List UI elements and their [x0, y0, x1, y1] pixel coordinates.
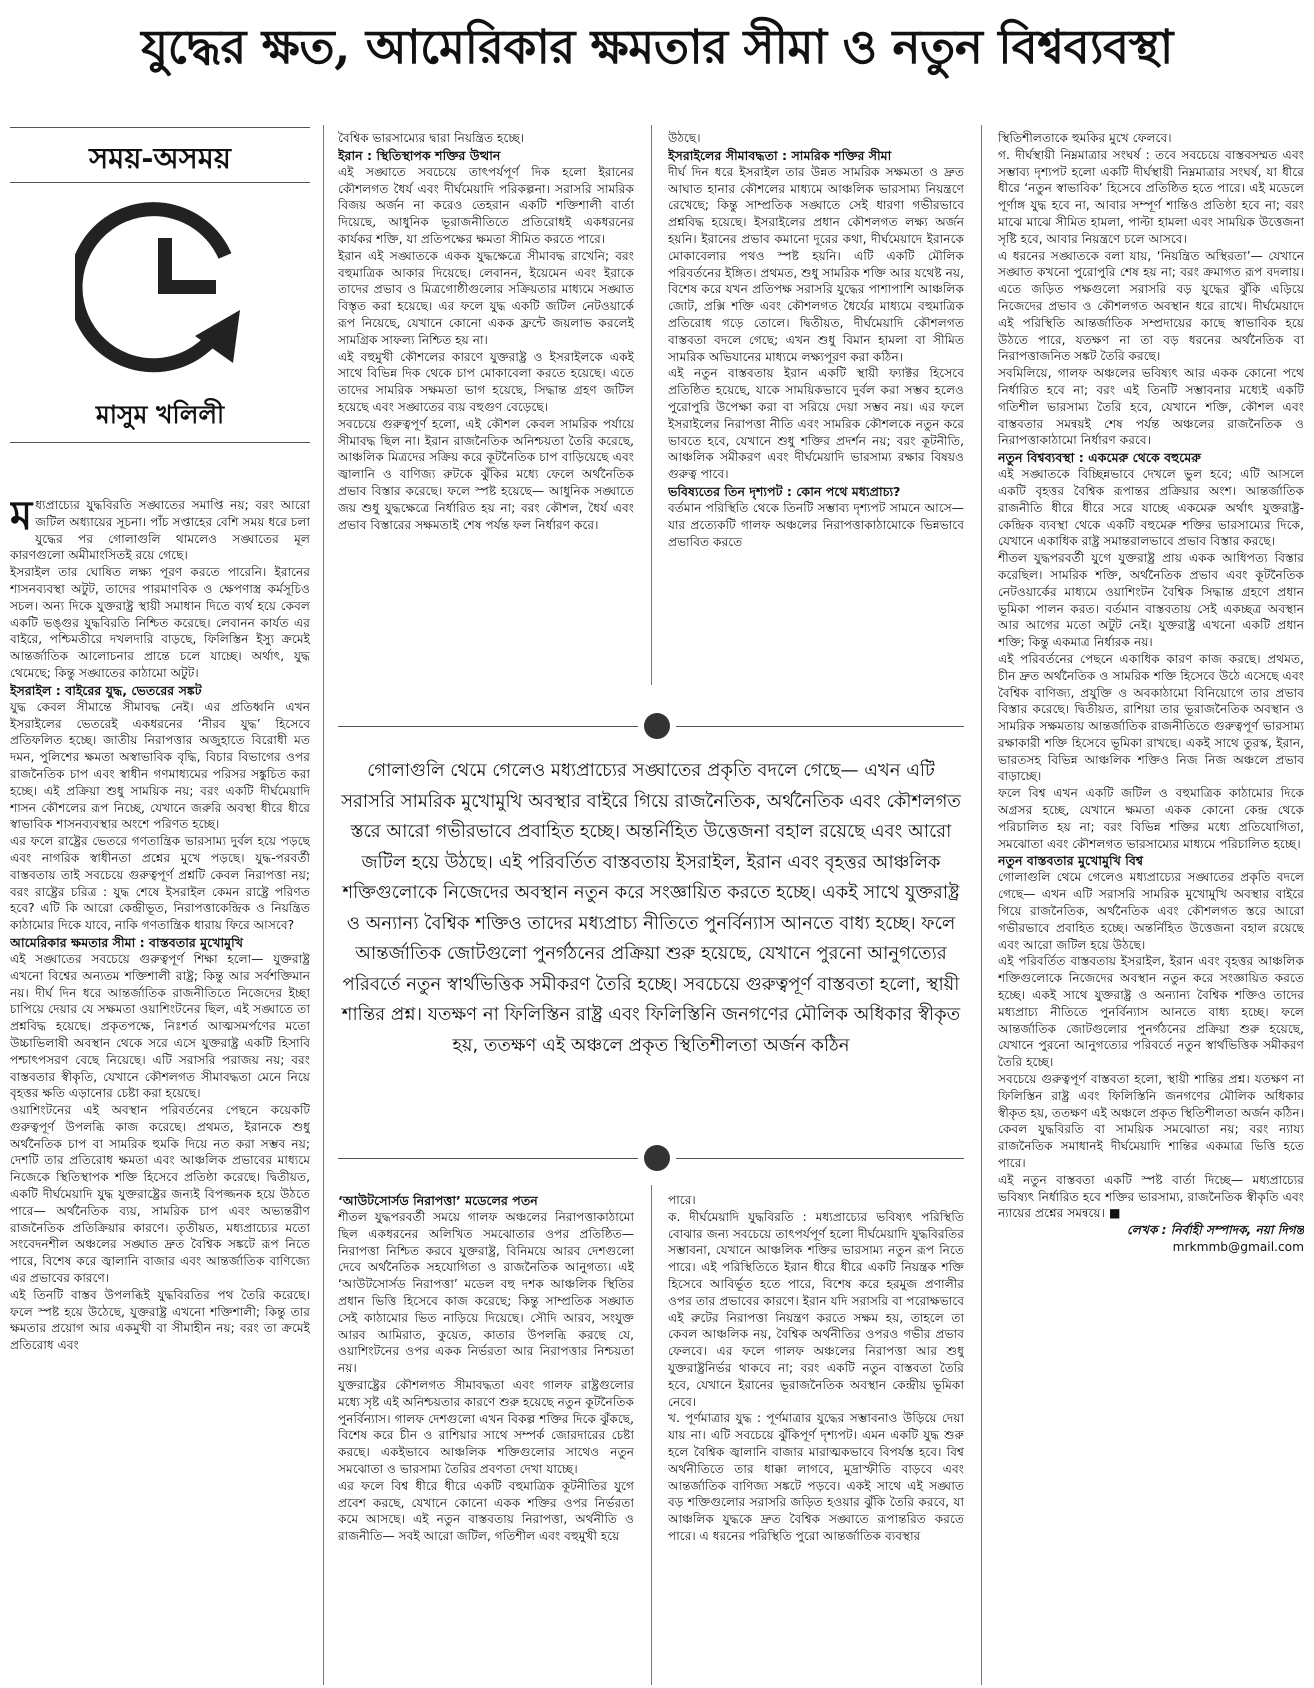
subheading-israel-limits: ইসরাইলের সীমাবদ্ধতা : সামরিক শক্তির সীমা — [668, 147, 892, 163]
paragraph: এই পরিবর্তনের পেছনে একাধিক কারণ কাজ করছে। প্রথমত, চীন দ্রুত অর্থনৈতিক ও সামরিক শক্তি হিসেবে উঠে এসেছে এবং বৈশ্বিক বাণিজ্য, প্রযুক্তি ও অবকাঠামো বিনিয়োগে তার প্রভাব বিস্তার করেছে। দ্বিতীয়ত, রাশিয়া তার ভূরাজনৈতিক অবস্থান ও সামরিক সক্ষমতায় আন্তর্জাতিক রাজনীতিতে গুরুত্বপূর্ণ ভারসাম্য রক্ষাকারী শক্তি হিসেবে ভূমিকা রাখছে। একই সাথে তুরস্ক, ইরান, ভারতসহ বিভিন্ন আঞ্চলিক শক্তিও নিজ নিজ অঞ্চলে প্রভাব বাড়াচ্ছে। — [998, 651, 1304, 784]
paragraph: শীতল যুদ্ধপরবর্তী যুগে যুক্তরাষ্ট্র প্রায় একক আধিপত্য বিস্তার করেছিল। সামরিক শক্তি, অর্থনৈতিক প্রভাব এবং কূটনৈতিক নেটওয়ার্কের মাধ্যমে ওয়াশিংটন বৈশ্বিক সিদ্ধান্ত গ্রহণে প্রধান ভূমিকা পালন করত। বর্তমান বাস্তবতায় সেই একচ্ছত্র অবস্থান আর আগের মতো অটুট নেই। যুক্তরাষ্ট্র এখনো একটি প্রধান শক্তি; কিন্তু একমাত্র নির্ধারক নয়। — [998, 551, 1304, 650]
paragraph: পারে। — [668, 1193, 696, 1207]
pullquote-rule-top-left — [338, 726, 638, 727]
column-title: সময়-অসময় — [89, 141, 231, 175]
article-column-4 — [998, 130, 1304, 1685]
header-rule-left — [10, 127, 310, 128]
paragraph: গোলাগুলি থেমে গেলেও মধ্যপ্রাচ্যের সঙ্ঘাতের প্রকৃতি বদলে গেছে— এখন এটি সরাসরি সামরিক মুখোমুখি অবস্থার বাইরে গিয়ে রাজনৈতিক, অর্থনৈতিক এবং কৌশলগত স্তরে আরো গভীরভাবে প্রবাহিত হচ্ছে। অন্তর্নিহিত উত্তেজনা বহাল রয়েছে এবং আরো জটিল হয়ে উঠছে। — [998, 870, 1304, 952]
paragraph: উঠছে। — [668, 131, 701, 145]
article-column-1 — [10, 497, 310, 1685]
author-name: মাসুম খলিলী — [95, 400, 225, 429]
paragraph: এই পরিবর্তিত বাস্তবতায় ইসরাইল, ইরান এবং বৃহত্তর আঞ্চলিক শক্তিগুলোকে নিজেদের অবস্থান নতুন করে সংজ্ঞায়িত করতে হচ্ছে। একই সাথে যুক্তরাষ্ট্র ও অন্যান্য বৈশ্বিক শক্তিও তাদের মধ্যপ্রাচ্য নীতিতে পুনর্বিন্যাস আনতে বাধ্য হচ্ছে। ফলে আন্তর্জাতিক জোটগুলোর পুনর্গঠনের প্রক্রিয়া শুরু হয়েছে, যেখানে পুরনো আনুগত্যের পরিবর্তে নতুন স্বার্থভিত্তিক সমীকরণ তৈরি হচ্ছে। — [998, 954, 1304, 1070]
subheading-new-world-order: নতুন বিশ্বব্যবস্থা : একমেরু থেকে বহুমেরু — [998, 450, 1201, 466]
author-rule — [10, 442, 310, 443]
column-rule-4 — [651, 1185, 652, 1685]
column-rule-2 — [651, 125, 652, 685]
paragraph: এর ফলে রাষ্ট্রের ভেতরে গণতান্ত্রিক ভারসাম্য দুর্বল হয়ে পড়ছে এবং নাগরিক স্বাধীনতা প্রশ্নের মুখে পড়ছে। যুদ্ধ-পরবর্তী বাস্তবতায় তাই সবচেয়ে গুরুত্বপূর্ণ প্রশ্নটি কেবল নিরাপত্তা নয়; বরং রাষ্ট্রের চরিত্র : যুদ্ধ শেষে ইসরাইল কেমন রাষ্ট্রে পরিণত হবে? এটি কি আরো কেন্দ্রীভূত, নিরাপত্তাকেন্দ্রিক ও নিয়ন্ত্রিত কাঠামোর দিকে যাবে, নাকি গণতান্ত্রিক ধারায় ফিরে আসবে? — [10, 834, 310, 933]
pullquote-top-dot — [644, 713, 670, 739]
paragraph: দীর্ঘ দিন ধরে ইসরাইল তার উন্নত সামরিক সক্ষমতা ও দ্রুত আঘাত হানার কৌশলের মাধ্যমে আঞ্চলিক ভারসাম্য নিয়ন্ত্রণে রেখেছে; কিন্তু সাম্প্রতিক সঙ্ঘাতে সেই ধারণা গভীরভাবে প্রশ্নবিদ্ধ হয়েছে। ইসরাইলের প্রধান কৌশলগত লক্ষ্য অর্জন হয়নি। ইরানের প্রভাব কমানো দূরের কথা, দীর্ঘমেয়াদে ইরানকে মোকাবেলার পথও স্পষ্ট হয়নি। এটি একটি মৌলিক পরিবর্তনের ইঙ্গিত। প্রথমত, শুধু সামরিক শক্তি আর যথেষ্ট নয়, বিশেষ করে যখন প্রতিপক্ষ সরাসরি যুদ্ধের পাশাপাশি আঞ্চলিক জোট, প্রক্সি শক্তি এবং কৌশলগত ধৈর্যের মাধ্যমে বহুমাত্রিক প্রতিরোধ গড়ে তোলে। দ্বিতীয়ত, দীর্ঘমেয়াদি কৌশলগত বাস্তবতা বদলে গেছে; এখন শুধু বিমান হামলা বা সীমিত সামরিক অভিযানের মাধ্যমে লক্ষ্যপূরণ করা কঠিন। — [668, 164, 964, 364]
article-column-3-bottom — [668, 1192, 964, 1685]
paragraph: সবচেয়ে গুরুত্বপূর্ণ বাস্তবতা হলো, স্থায়ী শান্তির প্রশ্ন। যতক্ষণ না ফিলিস্তিন রাষ্ট্র এবং ফিলিস্তিনি জনগণের মৌলিক অধিকার স্বীকৃত হয়, ততক্ষণ এই অঞ্চলে প্রকৃত স্থিতিশীলতা অর্জন কঠিন। কেবল যুদ্ধবিরতি বা সাময়িক সমঝোতা নয়; বরং ন্যায্য রাজনৈতিক সমাধানই দীর্ঘমেয়াদি শান্তির একমাত্র ভিত্তি হতে পারে। — [998, 1072, 1304, 1171]
headline: যুদ্ধের ক্ষত, আমেরিকার ক্ষমতার সীমা ও নতুন বিশ্বব্যবস্থা — [141, 20, 1173, 75]
subheading-iran-resilience: ইরান : স্থিতিস্থাপক শক্তির উত্থান — [338, 147, 501, 163]
lead-paragraph — [10, 497, 310, 564]
drop-cap: ম — [10, 497, 33, 539]
pullquote-rule-bottom-right — [676, 1158, 964, 1159]
column-rule-1 — [323, 125, 324, 1685]
column-rule-3 — [981, 125, 982, 1685]
paragraph: যুদ্ধ কেবল সীমান্তে সীমাবদ্ধ নেই। এর প্রতিধ্বনি এখন ইসরাইলের ভেতরেই একধরনের ‘নীরব যুদ্ধ’ হিসেবে প্রতিফলিত হচ্ছে। জাতীয় নিরাপত্তার অজুহাতে বিরোধী মত দমন, পুলিশের ক্ষমতা অস্বাভাবিক বৃদ্ধি, বিচার বিভাগের ওপর রাজনৈতিক চাপ এবং স্বাধীন গণমাধ্যমের পরিসর সঙ্কুচিত করা হচ্ছে। এই প্রক্রিয়া শুধু সাময়িক নয়; বরং একটি দীর্ঘমেয়াদি শাসন কৌশলের রূপ নিচ্ছে, যেখানে জরুরি অবস্থা ধীরে ধীরে স্বাভাবিক শাসনব্যবস্থার অংশে পরিণত হচ্ছে। — [10, 699, 310, 832]
pullquote-rule-bottom-left — [338, 1158, 638, 1159]
pullquote-rule-top-right — [676, 726, 964, 727]
article-column-2 — [338, 130, 634, 686]
subheading-three-scenarios: ভবিষ্যতের তিন দৃশ্যপট : কোন পথে মধ্যপ্রাচ্য? — [668, 483, 901, 499]
paragraph: বৈশ্বিক ভারসাম্যের দ্বারা নিয়ন্ত্রিত হচ্ছে। — [338, 131, 525, 145]
paragraph: স্থিতিশীলতাকে হুমকির মুখে ফেলবে। — [998, 131, 1172, 145]
lead-text: ধ্যপ্রাচ্যের যুদ্ধবিরতি সঙ্ঘাতের সমাপ্তি নয়; বরং আরো জটিল অধ্যায়ের সূচনা। পাঁচ সপ্তাহের বেশি সময় ধরে চলা যুদ্ধের পর গোলাগুলি থামলেও সঙ্ঘাতের মূল কারণগুলো অমীমাংসিতই রয়ে গেছে। — [10, 498, 310, 563]
author-email: mrkmmb@gmail.com — [1172, 1240, 1304, 1254]
paragraph: এর ফলে বিশ্ব ধীরে ধীরে একটি বহুমাত্রিক কূটনীতির যুগে প্রবেশ করছে, যেখানে কোনো একক শক্তির ওপর নির্ভরতা কমে আসছে। এই নতুন বাস্তবতায় নিরাপত্তা, অর্থনীতি ও রাজনীতি— সবই আরো জটিল, গতিশীল এবং বহুমুখী হয়ে — [338, 1478, 634, 1544]
paragraph: এই বহুমুখী কৌশলের কারণে যুক্তরাষ্ট্র ও ইসরাইলকে একই সাথে বিভিন্ন দিক থেকে চাপ মোকাবেলা করতে হয়েছে। এতে তাদের সামরিক সক্ষমতা ভাগ হয়েছে, সিদ্ধান্ত গ্রহণ জটিল হয়েছে এবং সঙ্ঘাতের ব্যয় বহুগুণ বেড়েছে। — [338, 349, 634, 414]
subheading-new-reality: নতুন বাস্তবতার মুখোমুখি বিশ্ব — [998, 853, 1144, 869]
paragraph: এ ধরনের সঙ্ঘাতকে বলা যায়, ‘নিয়ন্ত্রিত অস্থিরতা’— যেখানে সঙ্ঘাত কখনো পুরোপুরি শেষ হয় না; বরং ক্রমাগত রূপ বদলায়। এতে জড়িত পক্ষগুলো সরাসরি বড় যুদ্ধের ঝুঁকি এড়িয়ে নিজেদের প্রভাব ও কৌশলগত অবস্থান ধরে রাখে। দীর্ঘমেয়াদে এই পরিস্থিতি আন্তর্জাতিক সম্প্রদায়ের কাছে স্বাভাবিক হয়ে উঠতে পারে, যতক্ষণ না তা বড় ধরনের অর্থনৈতিক বা নিরাপত্তাজনিত সঙ্কট তৈরি করছে। — [998, 248, 1304, 364]
paragraph: বর্তমান পরিস্থিতি থেকে তিনটি সম্ভাব্য দৃশ্যপট সামনে আসে— যার প্রত্যেকটি গালফ অঞ্চলের নিরাপত্তাকাঠামোকে ভিন্নভাবে প্রভাবিত করতে — [668, 500, 964, 549]
paragraph: সবমিলিয়ে, গালফ অঞ্চলের ভবিষ্যৎ আর একক কোনো পথে নির্ধারিত হবে না; বরং এই তিনটি সম্ভাবনার মধ্যেই একটি গতিশীল ভারসাম্য তৈরি হবে, যেখানে শক্তি, কৌশল এবং বাস্তবতার সমন্বয়ই শেষ পর্যন্ত অঞ্চলের রাজনৈতিক ও নিরাপত্তাকাঠামো নির্ধারণ করবে। — [998, 366, 1304, 448]
subheading-outsourced-security: ‘আউটসোর্সড নিরাপত্তা’ মডেলের পতন — [338, 1193, 538, 1208]
paragraph: ইসরাইল তার ঘোষিত লক্ষ্য পূরণ করতে পারেনি। ইরানের শাসনব্যবস্থা অটুট, তাদের পারমাণবিক ও ক্ষেপণাস্ত্র কর্মসূচিও সচল। অন্য দিকে যুক্তরাষ্ট্র স্থায়ী সমাধান দিতে ব্যর্থ হয়ে কেবল একটি ভঙ্গুর যুদ্ধবিরতি নিশ্চিত করেছে। লেবানন কার্যত এর বাইরে, পশ্চিমতীরে দখলদারি বাড়ছে, ফিলিস্তিন ইস্যু ক্রমেই আন্তর্জাতিক আলোচনার প্রান্তে চলে যাচ্ছে। অর্থাৎ, যুদ্ধ থেমেছে; কিন্তু সঙ্ঘাতের কাঠামো অটুট। — [10, 565, 310, 680]
article-column-2-bottom — [338, 1192, 634, 1685]
paragraph: ওয়াশিংটনের এই অবস্থান পরিবর্তনের পেছনে কয়েকটি গুরুত্বপূর্ণ উপলব্ধি কাজ করেছে। প্রথমত, ইরানকে শুধু অর্থনৈতিক চাপ বা সামরিক হুমকি দিয়ে নত করা সম্ভব নয়; দেশটি তার প্রতিরোধ ক্ষমতা এবং আঞ্চলিক প্রভাবের মাধ্যমে নিজেকে স্থিতিস্থাপক শক্তি হিসেবে প্রতিষ্ঠা করেছে। দ্বিতীয়ত, একটি দীর্ঘমেয়াদি যুদ্ধ যুক্তরাষ্ট্রের জন্যই বিপজ্জনক হয়ে উঠতে পারে— অর্থনৈতিক ব্যয়, সামরিক চাপ এবং অভ্যন্তরীণ রাজনৈতিক প্রতিক্রিয়ার কারণে। তৃতীয়ত, মধ্যপ্রাচ্যের মতো সংবেদনশীল অঞ্চলের সঙ্ঘাত দ্রুত বৈশ্বিক সঙ্কটে রূপ নিতে পারে, বিশেষ করে জ্বালানি বাজার এবং আন্তর্জাতিক বাণিজ্যে এর প্রভাবের কারণে। — [10, 1103, 310, 1286]
subheading-us-power-limits: আমেরিকার ক্ষমতার সীমা : বাস্তবতার মুখোমুখি — [10, 934, 244, 950]
column-title-rule — [10, 182, 310, 183]
clock-icon — [75, 198, 255, 378]
paragraph: ক. দীর্ঘমেয়াদি যুদ্ধবিরতি : মধ্যপ্রাচ্যের ভবিষ্যৎ পরিস্থিতি বোঝার জন্য সবচেয়ে তাৎপর্যপূর্ণ হলো দীর্ঘমেয়াদি যুদ্ধবিরতির সম্ভাবনা, যেখানে আঞ্চলিক শক্তির ভারসাম্য নতুন রূপ নিতে পারে। এই পরিস্থিতিতে ইরান ধীরে ধীরে একটি নিয়ন্ত্রক শক্তি হিসেবে আবির্ভূত হতে পারে, বিশেষ করে হরমুজ প্রণালীর ওপর তার প্রভাবের কারণে। ইরান যদি সরাসরি বা পরোক্ষভাবে এই রুটের নিরাপত্তা নিয়ন্ত্রণ করতে সক্ষম হয়, তাহলে তা কেবল আঞ্চলিক নয়, বৈশ্বিক অর্থনীতির ওপরও গভীর প্রভাব ফেলবে। এর ফলে গালফ অঞ্চলের নিরাপত্তা আর শুধু যুক্তরাষ্ট্রনির্ভর থাকবে না; বরং একটি নতুন বাস্তবতা তৈরি হবে, যেখানে ইরানের ভূরাজনৈতিক অবস্থান কেন্দ্রীয় ভূমিকা নেবে। — [668, 1209, 964, 1409]
paragraph: ইরান এই সঙ্ঘাতকে একক যুদ্ধক্ষেত্রে সীমাবদ্ধ রাখেনি; বরং বহুমাত্রিক আকার দিয়েছে। লেবানন, ইয়েমেন এবং ইরাকে তাদের প্রভাব ও মিত্রগোষ্ঠীগুলোর সক্রিয়তার মাধ্যমে সঙ্ঘাত বিস্তৃত করা হয়েছে। এর ফলে যুদ্ধ একটি জটিল নেটওয়ার্কে রূপ নিয়েছে, যেখানে কোনো একক ফ্রন্টে জয়লাভ করলেই সামগ্রিক সাফল্য নিশ্চিত হয় না। — [338, 248, 634, 347]
paragraph: খ. পূর্ণমাত্রার যুদ্ধ : পূর্ণমাত্রার যুদ্ধের সম্ভাবনাও উড়িয়ে দেয়া যায় না। এটি সবচেয়ে ঝুঁকিপূর্ণ দৃশ্যপট। এমন একটি যুদ্ধ শুরু হলে বৈশ্বিক জ্বালানি বাজার মারাত্মকভাবে বিপর্যস্ত হবে। বিশ্ব অর্থনীতিতে তার ধাক্কা লাগবে, মুদ্রাস্ফীতি বাড়বে এবং আন্তর্জাতিক বাণিজ্য সঙ্কটে পড়বে। একই সাথে এই সঙ্ঘাত বড় শক্তিগুলোর সরাসরি জড়িত হওয়ার ঝুঁকি তৈরি করবে, যা আঞ্চলিক যুদ্ধকে দ্রুত বৈশ্বিক সঙ্ঘাতে রূপান্তরিত করতে পারে। এ ধরনের পরিস্থিতি পুরো আন্তর্জাতিক ব্যবস্থার — [668, 1411, 964, 1543]
paragraph: শীতল যুদ্ধপরবর্তী সময়ে গালফ অঞ্চলের নিরাপত্তাকাঠামো ছিল একধরনের অলিখিত সমঝোতার ওপর প্রতিষ্ঠিত— নিরাপত্তা নিশ্চিত করবে যুক্তরাষ্ট্র, বিনিময়ে আরব দেশগুলো দেবে অর্থনৈতিক সহযোগিতা ও রাজনৈতিক আনুগত্য। এই ‘আউটসোর্সড নিরাপত্তা’ মডেল বহু দশক আঞ্চলিক স্থিতির প্রধান ভিত্তি হিসেবে কাজ করেছে; কিন্তু সাম্প্রতিক সঙ্ঘাত সেই কাঠামোর ভিত নাড়িয়ে দিয়েছে। সৌদি আরব, সংযুক্ত আরব আমিরাত, কুয়েত, কাতার উপলব্ধি করছে যে, ওয়াশিংটনের ওপর একক নির্ভরতা আর নিরাপত্তার নিশ্চয়তা নয়। — [338, 1210, 634, 1376]
author-signoff: লেখক : নির্বাহী সম্পাদক, নয়া দিগন্ত — [1126, 1223, 1304, 1238]
paragraph: ফলে বিশ্ব এখন একটি জটিল ও বহুমাত্রিক কাঠামোর দিকে অগ্রসর হচ্ছে, যেখানে ক্ষমতা একক কোনো কেন্দ্র থেকে পরিচালিত হয় না; বরং বিভিন্ন শক্তির মধ্যে প্রতিযোগিতা, সমঝোতা এবং কৌশলগত ভারসাম্যের মাধ্যমে পরিচালিত হচ্ছে। — [998, 786, 1304, 851]
paragraph: সবচেয়ে গুরুত্বপূর্ণ হলো, এই কৌশল কেবল সামরিক পর্যায়ে সীমাবদ্ধ ছিল না। ইরান রাজনৈতিক অনিশ্চয়তা তৈরি করেছে, আঞ্চলিক মিত্রদের সক্রিয় করে কূটনৈতিক চাপ বাড়িয়েছে এবং জ্বালানি ও বাণিজ্য রুটকে ঝুঁকির মধ্যে ফেলে অর্থনৈতিক প্রভাব বিস্তার করেছে। ফলে স্পষ্ট হয়েছে— আধুনিক সঙ্ঘাতে জয় শুধু যুদ্ধক্ষেত্রে নির্ধারিত হয় না; বরং কৌশল, ধৈর্য এবং প্রভাব বিস্তারের সক্ষমতাই শেষ পর্যন্ত ফল নির্ধারণ করে। — [338, 416, 634, 532]
paragraph: যুক্তরাষ্ট্রের কৌশলগত সীমাবদ্ধতা এবং গালফ রাষ্ট্রগুলোর মধ্যে সৃষ্ট এই অনিশ্চয়তার কারণে শুরু হয়েছে নতুন কূটনৈতিক পুনর্বিন্যাস। গালফ দেশগুলো এখন বিকল্প শক্তির দিকে ঝুঁকছে, বিশেষ করে চীন ও রাশিয়ার সাথে সম্পর্ক জোরদারের চেষ্টা করছে। একইভাবে আঞ্চলিক শক্তিগুলোর সাথেও নতুন সমঝোতা ও ভারসাম্য তৈরির প্রবণতা দেখা যাচ্ছে। — [338, 1377, 634, 1476]
paragraph: এই সঙ্ঘাতকে বিচ্ছিন্নভাবে দেখলে ভুল হবে; এটি আসলে একটি বৃহত্তর বৈশ্বিক রূপান্তর প্রক্রিয়ার অংশ। আন্তর্জাতিক রাজনীতি ধীরে ধীরে সরে যাচ্ছে একমেরু অর্থাৎ যুক্তরাষ্ট্র-কেন্দ্রিক ব্যবস্থা থেকে একটি বহুমেরু শক্তির ভারসাম্যের দিকে, যেখানে একাধিক রাষ্ট্র সমান্তরালভাবে প্রভাব বিস্তার করছে। — [998, 467, 1304, 549]
subheading-israel-crisis: ইসরাইল : বাইরের যুদ্ধ, ভেতরের সঙ্কট — [10, 682, 202, 698]
paragraph: এই তিনটি বাস্তব উপলব্ধিই যুদ্ধবিরতির পথ তৈরি করেছে। ফলে স্পষ্ট হয়ে উঠেছে, যুক্তরাষ্ট্র এখনো শক্তিশালী; কিন্তু তার ক্ষমতার প্রয়োগ আর একমুখী বা সীমাহীন নয়; বরং তা ক্রমেই প্রতিরোধ এবং — [10, 1287, 310, 1353]
paragraph: এই নতুন বাস্তবতায় ইরান একটি স্থায়ী ফ্যাক্টর হিসেবে প্রতিষ্ঠিত হয়েছে, যাকে সাময়িকভাবে দুর্বল করা সম্ভব হলেও পুরোপুরি উপেক্ষা করা বা সরিয়ে দেয়া সম্ভব নয়। এর ফলে ইসরাইলের নিরাপত্তা নীতি এবং সামরিক কৌশলকে নতুন করে ভাবতে হবে, যেখানে শুধু শক্তির প্রদর্শন নয়; বরং কূটনীতি, আঞ্চলিক সমীকরণ এবং দীর্ঘমেয়াদি ভারসাম্য রক্ষার বিষয়ও গুরুত্ব পাবে। — [668, 366, 964, 482]
article-column-3 — [668, 130, 964, 686]
pull-quote: গোলাগুলি থেমে গেলেও মধ্যপ্রাচ্যের সঙ্ঘাতের প্রকৃতি বদলে গেছে— এখন এটি সরাসরি সামরিক মুখোমুখি অবস্থার বাইরে গিয়ে রাজনৈতিক, অর্থনৈতিক এবং কৌশলগত স্তরে আরো গভীরভাবে প্রবাহিত হচ্ছে। অন্তর্নিহিত উত্তেজনা বহাল রয়েছে এবং আরো জটিল হয়ে উঠছে। এই পরিবর্তিত বাস্তবতায় ইসরাইল, ইরান এবং বৃহত্তর আঞ্চলিক শক্তিগুলোকে নিজেদের অবস্থান নতুন করে সংজ্ঞায়িত করতে হচ্ছে। একই সাথে যুক্তরাষ্ট্র ও অন্যান্য বৈশ্বিক শক্তিও তাদের মধ্যপ্রাচ্য নীতিতে পুনর্বিন্যাস আনতে বাধ্য হচ্ছে। ফলে আন্তর্জাতিক জোটগুলো পুনর্গঠনের প্রক্রিয়া শুরু হয়েছে, যেখানে পুরনো আনুগত্যের পরিবর্তে নতুন স্বার্থভিত্তিক সমীকরণ তৈরি হচ্ছে। সবচেয়ে গুরুত্বপূর্ণ বাস্তবতা হলো, স্থায়ী শান্তির প্রশ্ন। যতক্ষণ না ফিলিস্তিন রাষ্ট্র এবং ফিলিস্তিনি জনগণের মৌলিক অধিকার স্বীকৃত হয়, ততক্ষণ এই অঞ্চলে প্রকৃত স্থিতিশীলতা অর্জন কঠিন — [341, 760, 961, 1056]
pullquote-bottom-dot — [644, 1145, 670, 1171]
paragraph: এই নতুন বাস্তবতা একটি স্পষ্ট বার্তা দিচ্ছে— মধ্যপ্রাচ্যের ভবিষ্যৎ নির্ধারিত হবে শক্তির ভারসাম্য, রাজনৈতিক স্বীকৃতি এবং ন্যায়ের প্রশ্নের সমন্বয়ে। ■ — [998, 1172, 1304, 1221]
paragraph: গ. দীর্ঘস্থায়ী নিম্নমাত্রার সংঘর্ষ : তবে সবচেয়ে বাস্তবসম্মত এবং সম্ভাব্য দৃশ্যপট হলো একটি দীর্ঘস্থায়ী নিম্নমাত্রার সংঘর্ষ, যা ধীরে ধীরে ‘নতুন স্বাভাবিক’ হিসেবে প্রতিষ্ঠিত হতে পারে। এই মডেলে পূর্ণাঙ্গ যুদ্ধ হবে না, আবার সম্পূর্ণ শান্তিও প্রতিষ্ঠা হবে না; বরং মাঝে মাঝে সীমিত হামলা, পাল্টা হামলা এবং সাময়িক উত্তেজনা সৃষ্টি হবে, আবার নিয়ন্ত্রণে চলে আসবে। — [998, 147, 1304, 246]
paragraph: এই সঙ্ঘাতের সবচেয়ে গুরুত্বপূর্ণ শিক্ষা হলো— যুক্তরাষ্ট্র এখনো বিশ্বের অন্যতম শক্তিশালী রাষ্ট্র; কিন্তু আর সর্বশক্তিমান নয়। দীর্ঘ দিন ধরে আন্তর্জাতিক রাজনীতিতে নিজেদের ইচ্ছা চাপিয়ে দেয়ার যে সক্ষমতা ওয়াশিংটনের ছিল, এই সঙ্ঘাতে তা প্রশ্নবিদ্ধ হয়েছে। প্রকৃতপক্ষে, নিঃশর্ত আত্মসমর্পণের মতো উচ্চাভিলাষী অবস্থান থেকে সরে এসে যুক্তরাষ্ট্র একটি হিসাবি পশ্চাৎপসরণ বেছে নিয়েছে। এটি সরাসরি পরাজয় নয়; বরং বাস্তবতার স্বীকৃতি, যেখানে কৌশলগত সীমাবদ্ধতা মেনে নিয়ে বৃহত্তর ক্ষতি এড়ানোর চেষ্টা করা হয়েছে। — [10, 951, 310, 1101]
paragraph: এই সঙ্ঘাতে সবচেয়ে তাৎপর্যপূর্ণ দিক হলো ইরানের কৌশলগত ধৈর্য এবং দীর্ঘমেয়াদি পরিকল্পনা। সরাসরি সামরিক বিজয় অর্জন না করেও তেহরান একটি শক্তিশালী বার্তা দিয়েছে, আধুনিক ভূরাজনীতিতে প্রতিরোধই একধরনের কার্যকর শক্তি, যা প্রতিপক্ষের ক্ষমতা সীমিত করতে পারে। — [338, 164, 634, 246]
